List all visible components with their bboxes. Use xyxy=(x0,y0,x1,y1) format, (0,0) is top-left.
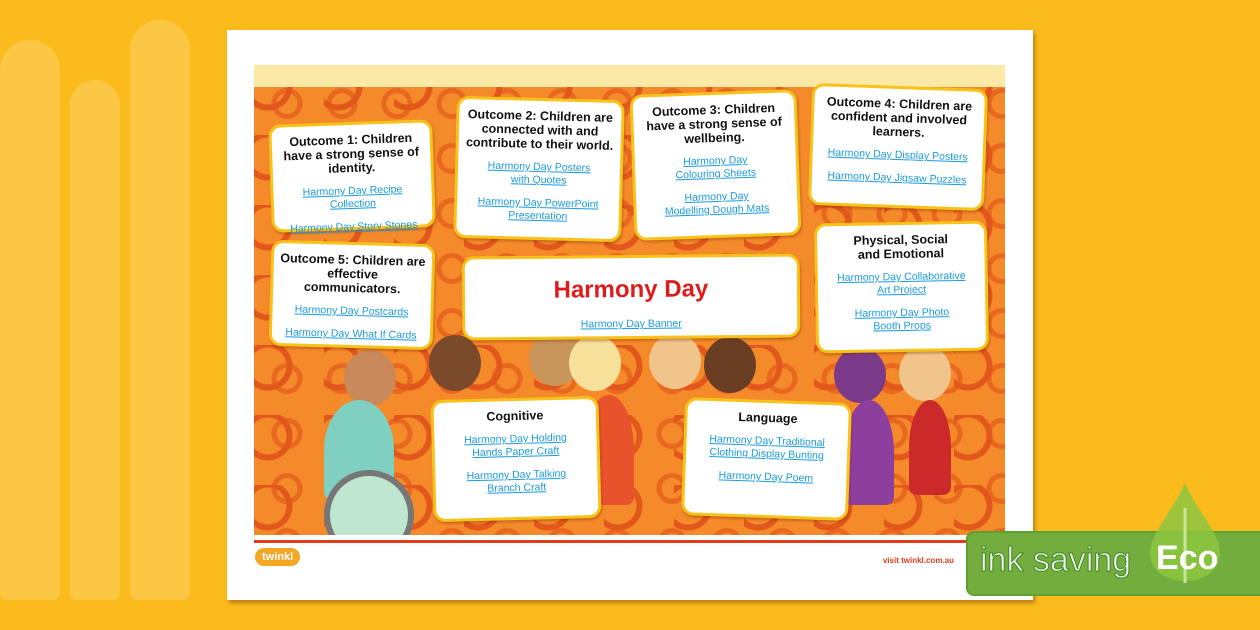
link-holding-hands[interactable]: Harmony Day Holding Hands Paper Craft xyxy=(463,431,567,460)
outcome-4-card xyxy=(808,83,988,211)
card-heading: Outcome 5: Children are effective communicators. xyxy=(280,251,426,297)
link-banner[interactable]: Harmony Day Banner xyxy=(580,317,682,331)
silhouette-decoration xyxy=(0,40,60,600)
sky-band xyxy=(254,65,1005,87)
card-heading: Outcome 1: Children have a strong sense of identity. xyxy=(283,130,420,176)
silhouette-decoration xyxy=(130,20,190,600)
twinkl-logo: twinkl xyxy=(255,548,300,566)
link-what-if-cards[interactable]: Harmony Day What If Cards xyxy=(285,326,417,342)
link-colouring-sheets[interactable]: Harmony Day Colouring Sheets xyxy=(675,153,757,182)
child-illustration xyxy=(834,347,886,403)
silhouette-decoration xyxy=(70,80,120,600)
child-illustration xyxy=(899,345,951,401)
footer-divider xyxy=(254,540,1005,543)
language-card xyxy=(681,397,852,521)
link-story-stones[interactable]: Harmony Day Story Stones xyxy=(289,218,418,236)
outcome-5-card xyxy=(269,240,436,350)
physical-social-emotional-card xyxy=(814,221,989,354)
card-heading: Outcome 3: Children have a strong sense of wellbeing. xyxy=(646,100,783,147)
link-photo-booth-props[interactable]: Harmony Day Photo Booth Props xyxy=(854,306,950,333)
outcome-2-card xyxy=(453,96,625,242)
outcome-1-card xyxy=(268,119,436,236)
link-posters-quotes[interactable]: Harmony Day Posters with Quotes xyxy=(487,159,591,187)
card-heading: Outcome 4: Children are confident and involved learners. xyxy=(826,94,973,140)
footer-url[interactable]: visit twinkl.com.au xyxy=(882,556,954,565)
outcome-3-card xyxy=(630,89,802,241)
child-illustration xyxy=(649,333,701,389)
link-clothing-bunting[interactable]: Harmony Day Traditional Clothing Display Bunting xyxy=(709,432,826,462)
link-jigsaw-puzzles[interactable]: Harmony Day Jigsaw Puzzles xyxy=(827,169,967,187)
child-illustration xyxy=(704,337,756,393)
ink-saving-label: ink saving xyxy=(980,541,1132,579)
poster-title: Harmony Day xyxy=(553,275,709,304)
link-poem[interactable]: Harmony Day Poem xyxy=(718,469,814,485)
link-talking-branch[interactable]: Harmony Day Talking Branch Craft xyxy=(466,467,567,495)
link-dough-mats[interactable]: Harmony Day Modelling Dough Mats xyxy=(664,189,770,218)
child-body xyxy=(909,400,951,495)
child-illustration xyxy=(429,335,481,391)
link-postcards[interactable]: Harmony Day Postcards xyxy=(294,303,409,319)
child-illustration xyxy=(344,350,396,406)
link-display-posters[interactable]: Harmony Day Display Posters xyxy=(827,146,968,164)
eco-label: Eco xyxy=(1156,539,1219,577)
link-powerpoint[interactable]: Harmony Day PowerPoint Presentation xyxy=(477,195,599,223)
child-illustration xyxy=(569,335,621,391)
cognitive-card xyxy=(430,396,601,522)
title-card xyxy=(462,254,801,341)
card-heading: Physical, Social and Emotional xyxy=(853,232,949,262)
link-collaborative-art[interactable]: Harmony Day Collaborative Art Project xyxy=(837,269,966,297)
card-heading: Language xyxy=(738,409,798,427)
card-heading: Outcome 2: Children are connected with and contribute to their world. xyxy=(465,107,614,153)
card-heading: Cognitive xyxy=(486,408,544,424)
link-recipe-collection[interactable]: Harmony Day Recipe Collection xyxy=(302,183,403,211)
